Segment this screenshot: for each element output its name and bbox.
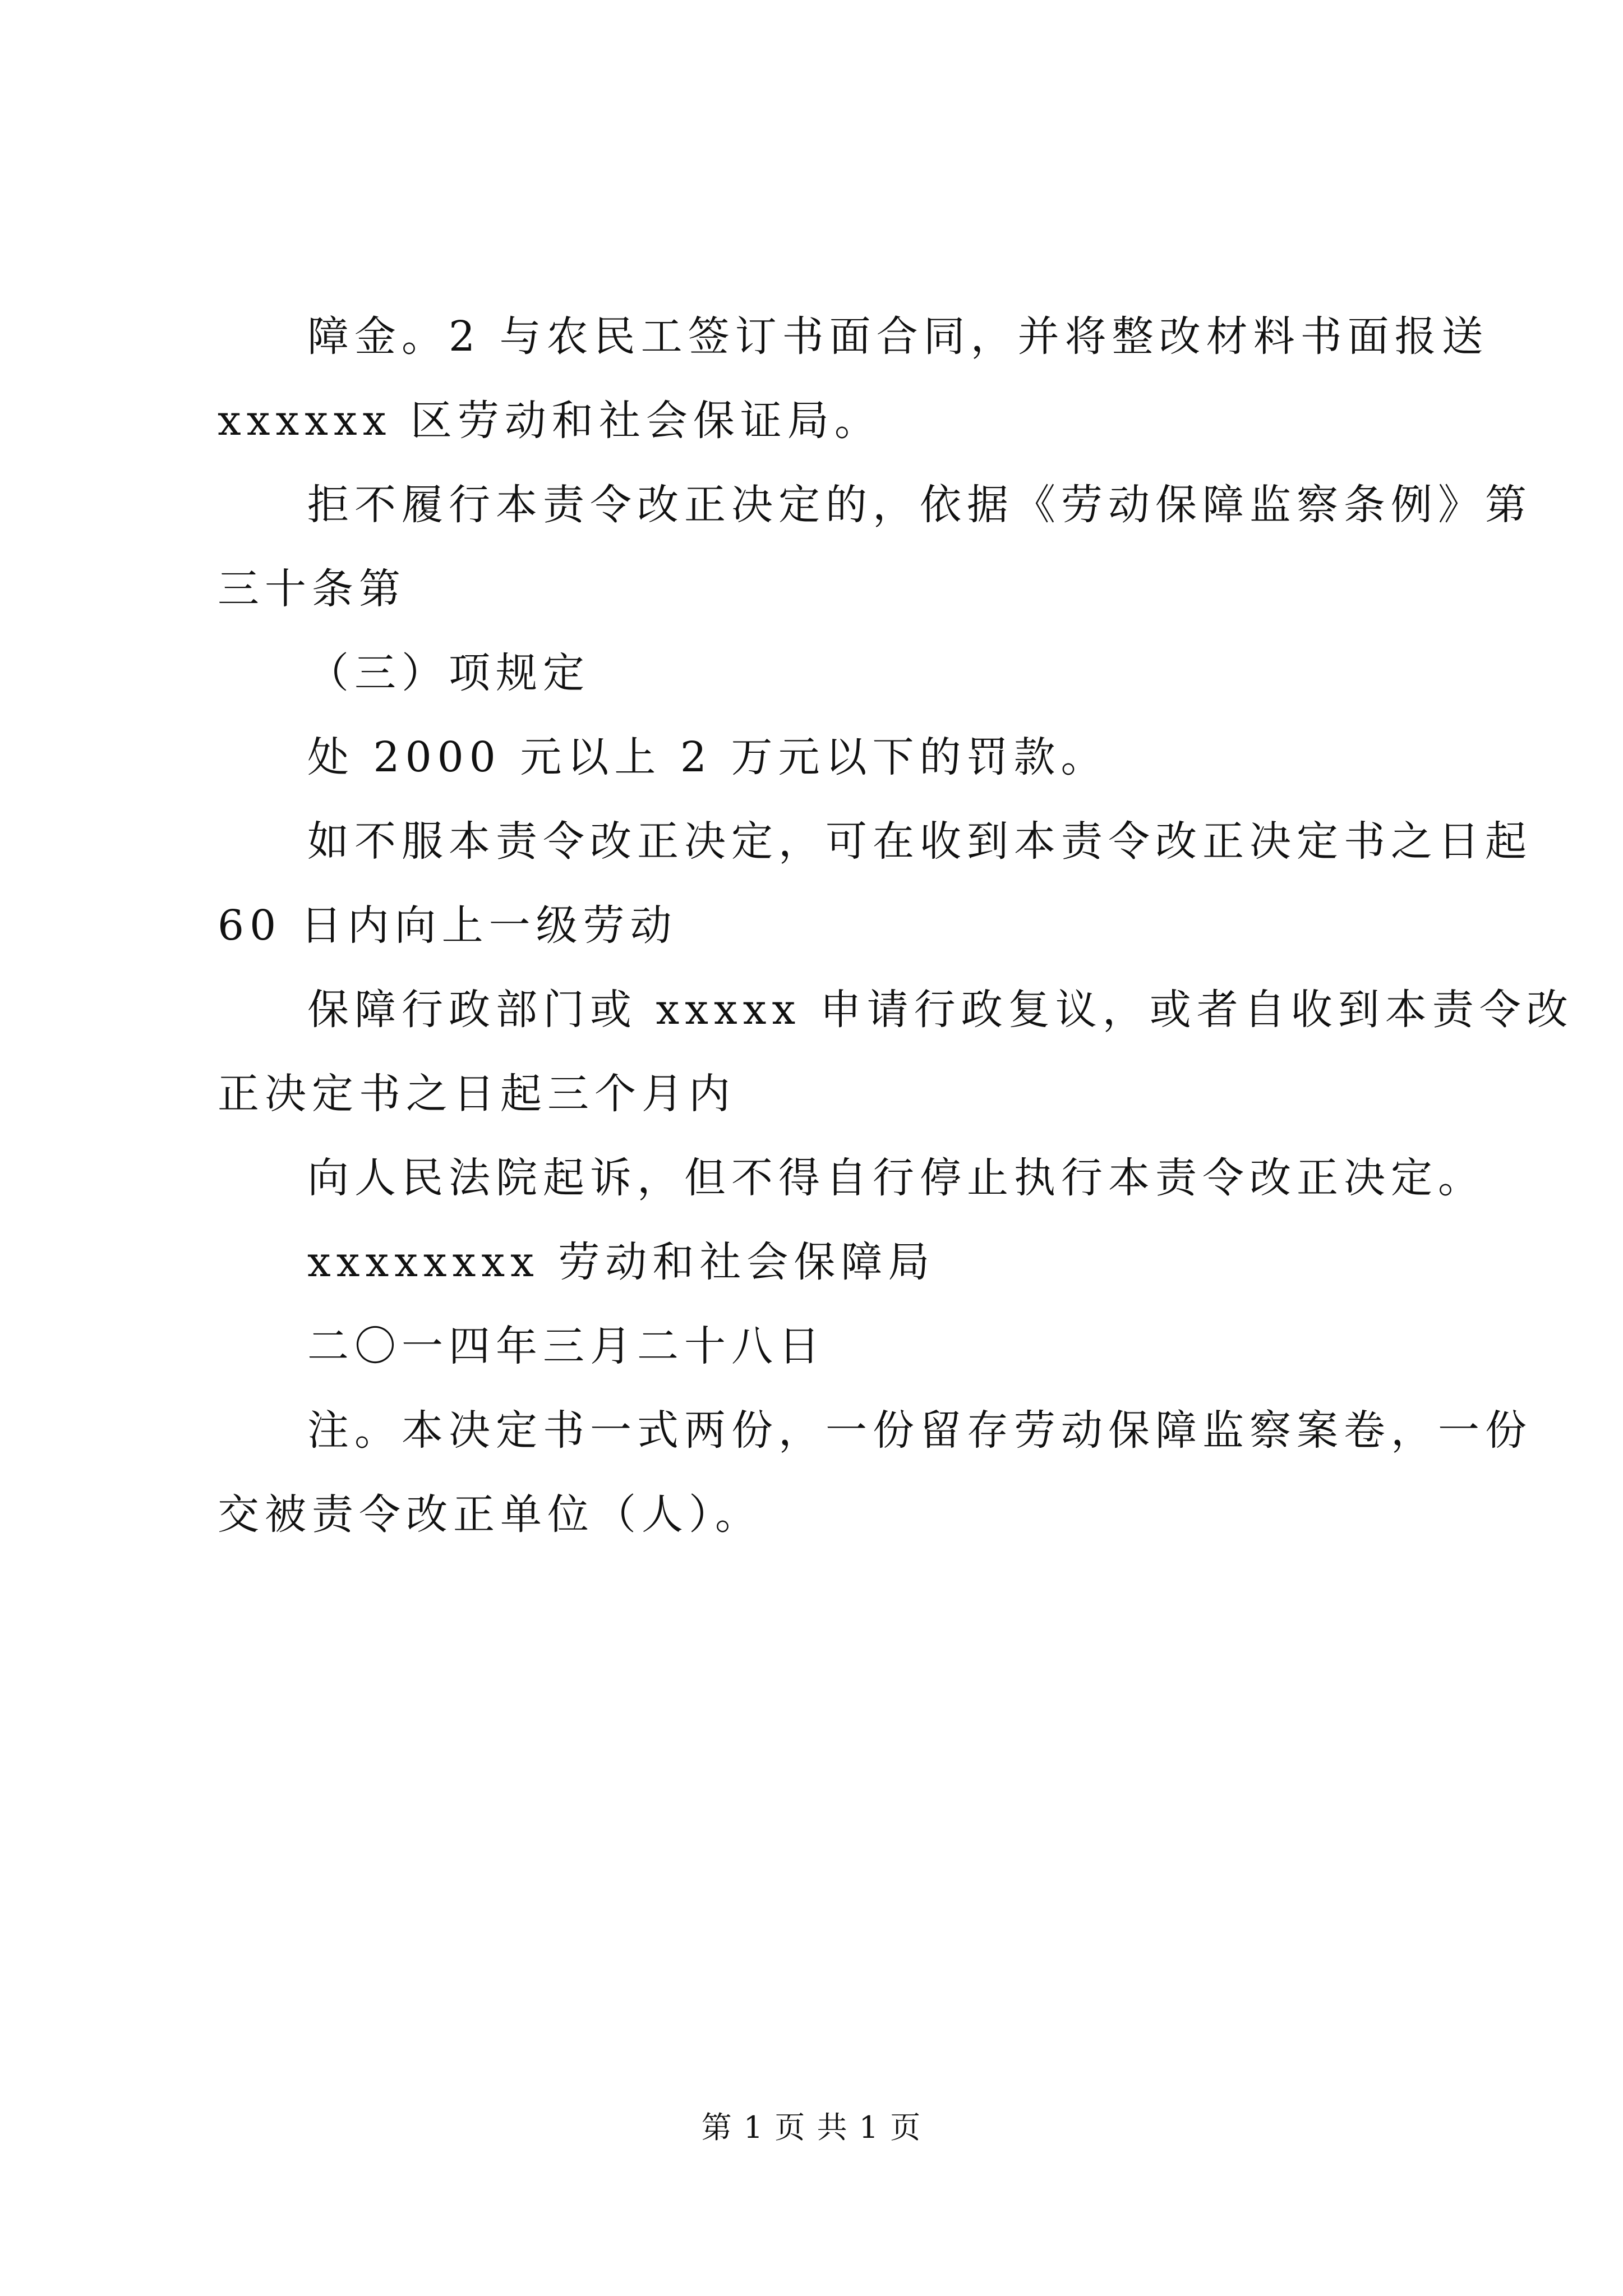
text-line-2: xxxxxx 区劳动和社会保证局。 [218,397,882,445]
text-line-9: 保障行政部门或 xxxxx 申请行政复议，或者自收到本责令改 [307,986,1574,1034]
text-line-10: 正决定书之日起三个月内 [218,1070,736,1118]
text-line-14: 注。本决定书一式两份，一份留存劳动保障监察案卷，一份 [307,1406,1532,1455]
text-line-4: 三十条第 [218,565,406,613]
page-footer: 第 1 页 共 1 页 [701,2110,922,2145]
text-line-6: 处 2000 元以上 2 万元以下的罚款。 [307,733,1108,781]
text-line-15: 交被责令改正单位（人）。 [218,1490,762,1539]
text-line-12: xxxxxxxx 劳动和社会保障局 [307,1238,935,1286]
text-line-5: （三）项规定 [307,649,590,697]
text-line-3: 拒不履行本责令改正决定的，依据《劳动保障监察条例》第 [307,481,1532,529]
text-line-1: 障金。2 与农民工签订书面合同，并将整改材料书面报送 [307,312,1489,361]
text-line-11: 向人民法院起诉，但不得自行停止执行本责令改正决定。 [307,1154,1485,1202]
text-line-8: 60 日内向上一级劳动 [218,901,677,950]
text-line-7: 如不服本责令改正决定，可在收到本责令改正决定书之日起 [307,817,1532,866]
text-line-13: 二〇一四年三月二十八日 [307,1322,826,1370]
